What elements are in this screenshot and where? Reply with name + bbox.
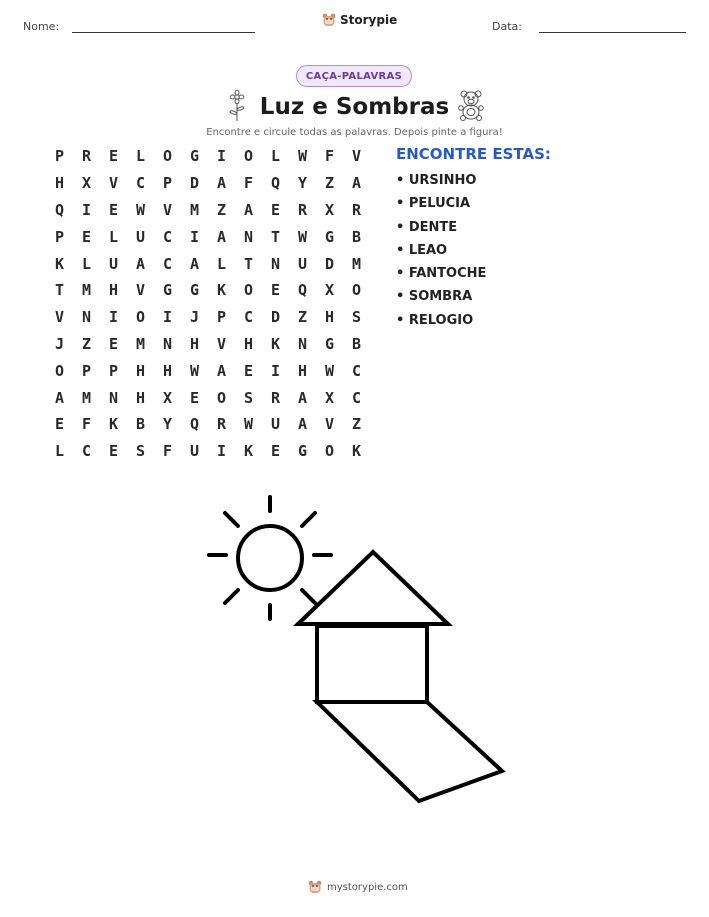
grid-letter[interactable]: W	[243, 415, 254, 434]
grid-letter[interactable]: R	[351, 200, 362, 219]
name-label: Nome:	[23, 20, 60, 33]
grid-letter[interactable]: P	[54, 147, 65, 166]
sun-icon	[209, 497, 331, 619]
date-line[interactable]	[539, 32, 686, 33]
grid-letter[interactable]: V	[324, 415, 335, 434]
footer	[308, 880, 408, 894]
grid-letter[interactable]: B	[351, 334, 362, 353]
word-list	[396, 169, 486, 332]
grid-letter[interactable]: O	[135, 308, 146, 327]
grid-letter[interactable]: P	[162, 174, 173, 193]
grid-letter[interactable]: G	[189, 281, 200, 300]
grid-letter[interactable]: V	[135, 281, 146, 300]
grid-row	[46, 304, 370, 331]
word-search-grid	[46, 143, 370, 465]
grid-letter[interactable]: M	[351, 254, 362, 273]
grid-letter[interactable]: A	[297, 388, 308, 407]
house-shadow	[317, 702, 502, 801]
grid-letter[interactable]: X	[324, 388, 335, 407]
name-line[interactable]	[72, 32, 255, 33]
grid-letter[interactable]: E	[108, 200, 119, 219]
grid-row	[46, 438, 370, 465]
grid-letter[interactable]: F	[162, 442, 173, 461]
grid-row	[46, 411, 370, 438]
grid-letter[interactable]: E	[108, 442, 119, 461]
grid-letter[interactable]: E	[270, 281, 281, 300]
grid-letter[interactable]: M	[81, 388, 92, 407]
grid-letter[interactable]: L	[54, 442, 65, 461]
grid-letter[interactable]: J	[189, 308, 200, 327]
grid-letter[interactable]: W	[297, 147, 308, 166]
grid-letter[interactable]: K	[54, 254, 65, 273]
grid-letter[interactable]: A	[216, 174, 227, 193]
word-item: • FANTOCHE	[396, 266, 487, 282]
grid-letter[interactable]: F	[81, 415, 92, 434]
activity-badge: CAÇA-PALAVRAS	[296, 65, 412, 87]
grid-letter[interactable]: X	[81, 174, 92, 193]
grid-row	[46, 143, 370, 170]
grid-letter[interactable]: W	[189, 361, 200, 380]
grid-letter[interactable]: M	[189, 200, 200, 219]
grid-letter[interactable]: A	[189, 254, 200, 273]
grid-letter[interactable]: V	[54, 308, 65, 327]
grid-letter[interactable]: E	[189, 388, 200, 407]
grid-letter[interactable]: Q	[189, 415, 200, 434]
grid-letter[interactable]: Q	[54, 200, 65, 219]
grid-letter[interactable]: A	[351, 174, 362, 193]
grid-letter[interactable]: E	[270, 200, 281, 219]
grid-letter[interactable]: K	[243, 442, 254, 461]
grid-letter[interactable]: U	[189, 442, 200, 461]
grid-letter[interactable]: P	[81, 361, 92, 380]
grid-letter[interactable]: C	[351, 361, 362, 380]
grid-letter[interactable]: R	[270, 388, 281, 407]
word-item: • LEAO	[396, 242, 448, 258]
grid-letter[interactable]: E	[108, 334, 119, 353]
bear-logo-icon	[308, 880, 322, 894]
grid-letter[interactable]: H	[162, 361, 173, 380]
grid-letter[interactable]: H	[108, 281, 119, 300]
grid-letter[interactable]: U	[135, 227, 146, 246]
grid-row	[46, 357, 370, 384]
grid-letter[interactable]: A	[243, 200, 254, 219]
grid-letter[interactable]: T	[270, 227, 281, 246]
grid-letter[interactable]: S	[243, 388, 254, 407]
grid-letter[interactable]: E	[270, 442, 281, 461]
grid-letter[interactable]: H	[243, 334, 254, 353]
grid-letter[interactable]: N	[81, 308, 92, 327]
grid-letter[interactable]: C	[243, 308, 254, 327]
grid-letter[interactable]: T	[243, 254, 254, 273]
grid-row	[46, 197, 370, 224]
grid-letter[interactable]: O	[162, 147, 173, 166]
grid-letter[interactable]: B	[351, 227, 362, 246]
grid-row	[46, 277, 370, 304]
grid-letter[interactable]: I	[162, 308, 173, 327]
grid-letter[interactable]: Y	[162, 415, 173, 434]
grid-letter[interactable]: N	[108, 388, 119, 407]
grid-letter[interactable]: Q	[270, 174, 281, 193]
grid-letter[interactable]: I	[216, 442, 227, 461]
grid-letter[interactable]: P	[108, 361, 119, 380]
grid-letter[interactable]: O	[351, 281, 362, 300]
grid-letter[interactable]: N	[270, 254, 281, 273]
grid-letter[interactable]: L	[216, 254, 227, 273]
grid-letter[interactable]: I	[81, 200, 92, 219]
grid-letter[interactable]: S	[135, 442, 146, 461]
word-list-title: ENCONTRE ESTAS:	[396, 145, 551, 163]
grid-letter[interactable]: U	[270, 415, 281, 434]
grid-letter[interactable]: R	[81, 147, 92, 166]
grid-letter[interactable]: L	[81, 254, 92, 273]
grid-letter[interactable]: M	[81, 281, 92, 300]
grid-letter[interactable]: K	[270, 334, 281, 353]
grid-letter[interactable]: V	[216, 334, 227, 353]
grid-letter[interactable]: E	[54, 415, 65, 434]
grid-letter[interactable]: K	[216, 281, 227, 300]
grid-letter[interactable]: K	[108, 415, 119, 434]
grid-letter[interactable]: G	[324, 334, 335, 353]
grid-letter[interactable]: O	[216, 388, 227, 407]
word-item: • RELOGIO	[396, 312, 474, 328]
grid-letter[interactable]: Y	[297, 174, 308, 193]
grid-letter[interactable]: C	[81, 442, 92, 461]
grid-letter[interactable]: E	[243, 361, 254, 380]
grid-letter[interactable]: G	[189, 147, 200, 166]
date-label: Data:	[492, 20, 522, 33]
grid-letter[interactable]: V	[108, 174, 119, 193]
grid-letter[interactable]: D	[324, 254, 335, 273]
grid-letter[interactable]: W	[324, 361, 335, 380]
grid-letter[interactable]: H	[54, 174, 65, 193]
grid-letter[interactable]: R	[216, 415, 227, 434]
grid-letter[interactable]: P	[54, 227, 65, 246]
grid-letter[interactable]: G	[162, 281, 173, 300]
grid-letter[interactable]: X	[324, 200, 335, 219]
grid-letter[interactable]: C	[135, 174, 146, 193]
footer-url[interactable]: mystorypie.com	[327, 881, 408, 893]
grid-letter[interactable]: A	[54, 388, 65, 407]
bear-logo-icon	[322, 13, 336, 27]
grid-letter[interactable]: Z	[297, 308, 308, 327]
grid-letter[interactable]: L	[270, 147, 281, 166]
grid-letter[interactable]: C	[162, 227, 173, 246]
grid-row	[46, 331, 370, 358]
grid-letter[interactable]: U	[108, 254, 119, 273]
grid-letter[interactable]: H	[324, 308, 335, 327]
grid-letter[interactable]: O	[54, 361, 65, 380]
grid-letter[interactable]: S	[351, 308, 362, 327]
grid-letter[interactable]: T	[54, 281, 65, 300]
grid-letter[interactable]: E	[108, 147, 119, 166]
grid-letter[interactable]: Q	[297, 281, 308, 300]
grid-letter[interactable]: A	[135, 254, 146, 273]
grid-letter[interactable]: I	[189, 227, 200, 246]
grid-letter[interactable]: N	[297, 334, 308, 353]
grid-letter[interactable]: M	[135, 334, 146, 353]
grid-letter[interactable]: Z	[324, 174, 335, 193]
coloring-picture[interactable]	[200, 488, 510, 808]
word-item: • DENTE	[396, 219, 458, 235]
grid-letter[interactable]: F	[324, 147, 335, 166]
grid-letter[interactable]: Z	[216, 200, 227, 219]
grid-letter[interactable]: D	[189, 174, 200, 193]
grid-letter[interactable]: I	[216, 147, 227, 166]
brand-name: Storypie	[340, 13, 398, 27]
grid-letter[interactable]: W	[135, 200, 146, 219]
grid-letter[interactable]: R	[297, 200, 308, 219]
grid-letter[interactable]: I	[108, 308, 119, 327]
house-shape	[298, 552, 448, 702]
grid-letter[interactable]: H	[297, 361, 308, 380]
word-item: • PELUCIA	[396, 196, 471, 212]
grid-row	[46, 223, 370, 250]
grid-letter[interactable]: X	[324, 281, 335, 300]
grid-letter[interactable]: O	[324, 442, 335, 461]
brand-logo	[322, 13, 397, 27]
grid-letter[interactable]: O	[243, 147, 254, 166]
grid-letter[interactable]: C	[351, 388, 362, 407]
grid-letter[interactable]: P	[216, 308, 227, 327]
teddy-bear-icon	[456, 89, 486, 121]
grid-letter[interactable]: A	[216, 227, 227, 246]
grid-letter[interactable]: L	[108, 227, 119, 246]
grid-letter[interactable]: H	[135, 361, 146, 380]
grid-row	[46, 170, 370, 197]
grid-letter[interactable]: O	[243, 281, 254, 300]
grid-letter[interactable]: V	[162, 200, 173, 219]
grid-letter[interactable]: N	[162, 334, 173, 353]
grid-letter[interactable]: K	[351, 442, 362, 461]
grid-letter[interactable]: C	[162, 254, 173, 273]
grid-letter[interactable]: N	[243, 227, 254, 246]
grid-letter[interactable]: Z	[81, 334, 92, 353]
grid-letter[interactable]: V	[351, 147, 362, 166]
grid-letter[interactable]: Z	[351, 415, 362, 434]
grid-letter[interactable]: D	[270, 308, 281, 327]
grid-letter[interactable]: W	[297, 227, 308, 246]
grid-letter[interactable]: F	[243, 174, 254, 193]
page-title: Luz e Sombras	[259, 94, 450, 120]
word-item: • SOMBRA	[396, 289, 473, 305]
grid-letter[interactable]: B	[135, 415, 146, 434]
grid-row	[46, 250, 370, 277]
word-item: • URSINHO	[396, 173, 477, 188]
grid-letter[interactable]: A	[216, 361, 227, 380]
instructions: Encontre e circule todas as palavras. Depois pinte a figura!	[206, 127, 503, 138]
grid-letter[interactable]: L	[135, 147, 146, 166]
grid-letter[interactable]: H	[135, 388, 146, 407]
grid-letter[interactable]: E	[81, 227, 92, 246]
grid-letter[interactable]: X	[162, 388, 173, 407]
grid-letter[interactable]: U	[297, 254, 308, 273]
grid-letter[interactable]: J	[54, 334, 65, 353]
grid-letter[interactable]: I	[270, 361, 281, 380]
grid-row	[46, 384, 370, 411]
grid-letter[interactable]: A	[297, 415, 308, 434]
grid-letter[interactable]: G	[324, 227, 335, 246]
grid-letter[interactable]: G	[297, 442, 308, 461]
grid-letter[interactable]: H	[189, 334, 200, 353]
